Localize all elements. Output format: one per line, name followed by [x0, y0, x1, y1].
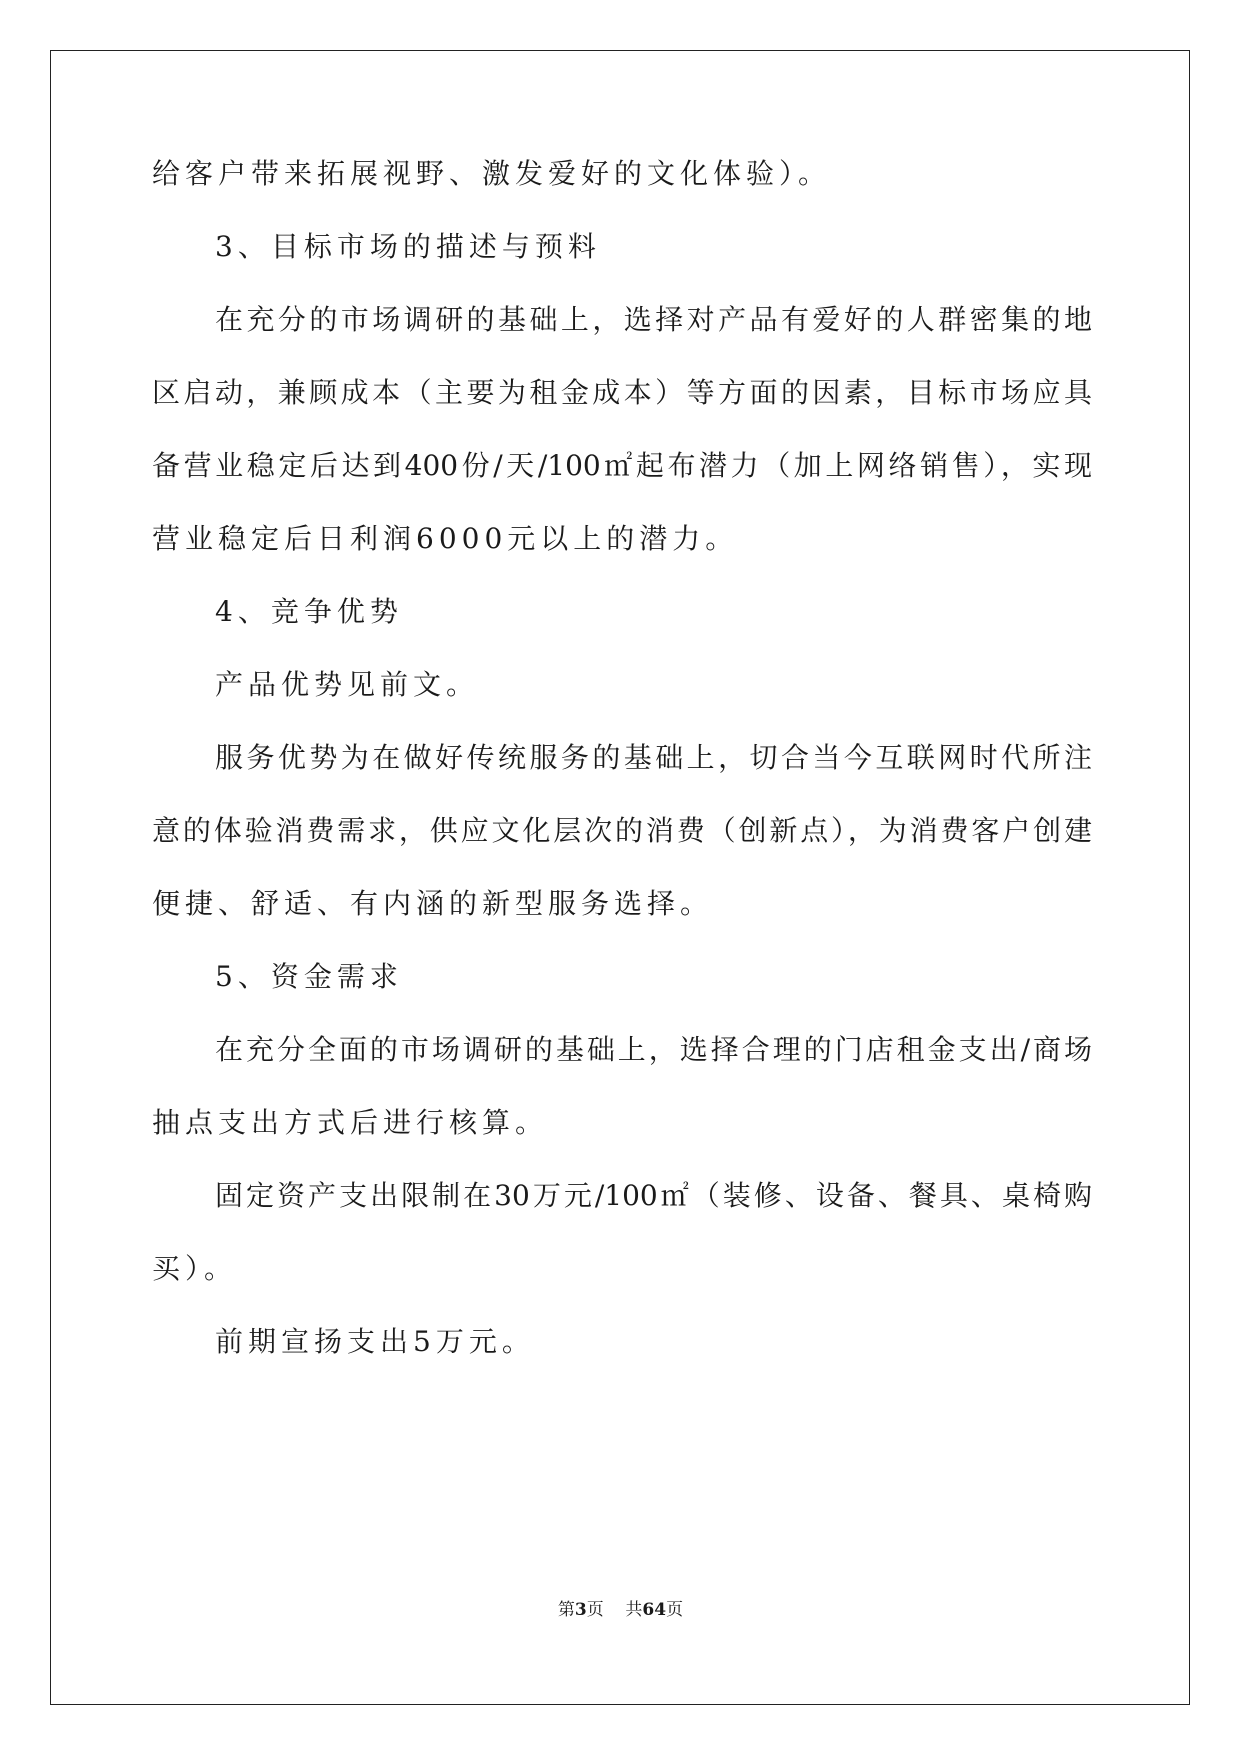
- paragraph-line: 在充分全面的市场调研的基础上，选择合理的门店租金支出/商场: [215, 1033, 1092, 1066]
- paragraph-line: 备营业稳定后达到400份/天/100㎡起布潜力（加上网络销售），实现: [152, 449, 1092, 482]
- paragraph-line: 营业稳定后日利润6000元以上的潜力。: [152, 522, 739, 555]
- page-label-suffix: 页: [586, 1600, 604, 1620]
- section-heading: 4、竞争优势: [215, 595, 403, 628]
- paragraph-line: 买）。: [152, 1252, 238, 1285]
- section-heading: 3、目标市场的描述与预料: [215, 230, 601, 263]
- paragraph-line: 在充分的市场调研的基础上，选择对产品有爱好的人群密集的地: [215, 303, 1092, 336]
- page-number: 3: [574, 1600, 587, 1620]
- paragraph-line: 前期宣扬支出5万元。: [215, 1325, 535, 1358]
- total-pages: 64: [642, 1600, 667, 1620]
- paragraph-line: 固定资产支出限制在30万元/100㎡（装修、设备、餐具、桌椅购: [215, 1179, 1092, 1212]
- total-pages-suffix: 页: [666, 1600, 684, 1620]
- paragraph-line: 产品优势见前文。: [215, 668, 480, 701]
- section-heading: 5、资金需求: [215, 960, 403, 993]
- total-pages-prefix: 共: [625, 1600, 643, 1620]
- paragraph-line: 服务优势为在做好传统服务的基础上，切合当今互联网时代所注: [215, 741, 1092, 774]
- page-footer: [0, 1598, 1241, 1622]
- paragraph-line: 区启动，兼顾成本（主要为租金成本）等方面的因素，目标市场应具: [152, 376, 1092, 409]
- paragraph-line: 给客户带来拓展视野、激发爱好的文化体验）。: [152, 157, 832, 190]
- page-border: [50, 50, 1190, 1705]
- paragraph-line: 便捷、舒适、有内涵的新型服务选择。: [152, 887, 714, 920]
- paragraph-line: 抽点支出方式后进行核算。: [152, 1106, 549, 1139]
- page-label-prefix: 第: [557, 1600, 575, 1620]
- paragraph-line: 意的体验消费需求，供应文化层次的消费（创新点），为消费客户创建: [152, 814, 1092, 847]
